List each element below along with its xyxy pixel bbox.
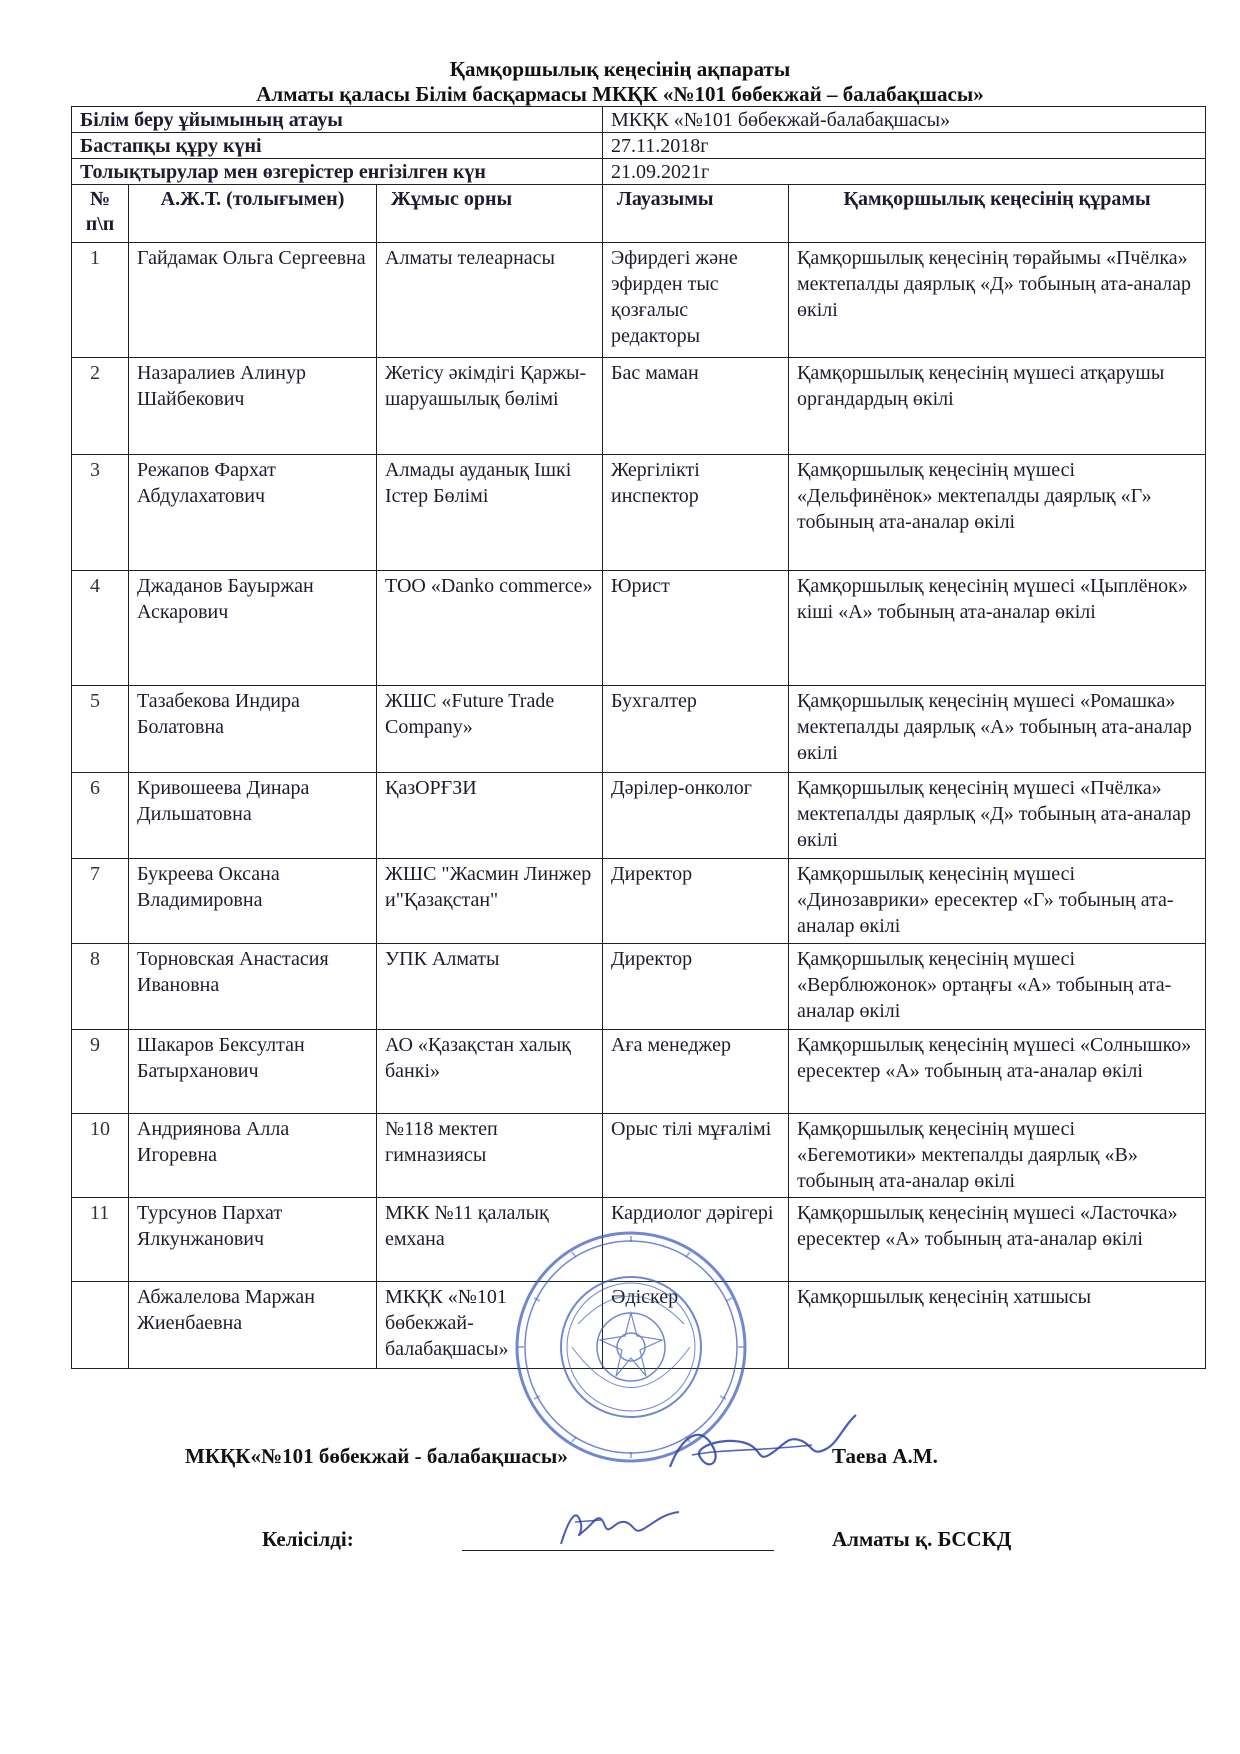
cell-name: Торновская Анастасия Ивановна — [129, 944, 377, 1030]
cell-workplace: Алматы телеарнасы — [377, 243, 603, 358]
cell-workplace: МКҚК «№101 бөбекжай-балабақшасы» — [377, 1282, 603, 1369]
cell-name: Кривошеева Динара Дильшатовна — [129, 773, 377, 859]
info-row-founded — [72, 133, 1206, 159]
cell-position: Кардиолог дәрігері — [603, 1198, 789, 1282]
agreed-label: Келісілді: — [262, 1527, 354, 1551]
cell-num: 5 — [72, 686, 129, 773]
cell-num: 2 — [72, 358, 129, 455]
cell-role: Қамқоршылық кеңесінің мүшесі атқарушы органдардың өкілі — [789, 358, 1206, 455]
document-subtitle: Алматы қаласы Білім басқармасы МКҚК «№101 бөбекжай – балабақшасы» — [256, 82, 984, 106]
col-header-num: № п\п — [72, 185, 129, 243]
cell-num: 9 — [72, 1030, 129, 1114]
cell-workplace: ЖШС «Future Trade Company» — [377, 686, 603, 773]
cell-position: Директор — [603, 944, 789, 1030]
cell-workplace: АО «Қазақстан халық банкі» — [377, 1030, 603, 1114]
cell-position: Эфирдегі және эфирден тыс қозғалыс редакторы — [603, 243, 789, 358]
table-row — [72, 686, 1206, 773]
table-row — [72, 243, 1206, 358]
cell-position: Әдіскер — [603, 1282, 789, 1369]
info-row-changes — [72, 159, 1206, 185]
cell-num — [72, 1282, 129, 1369]
cell-role: Қамқоршылық кеңесінің мүшесі «Пчёлка» мектепалды даярлық «Д» тобының ата-аналар өкілі — [789, 773, 1206, 859]
cell-workplace: №118 мектеп гимназиясы — [377, 1114, 603, 1198]
table-row — [72, 571, 1206, 686]
council-table — [71, 106, 1206, 1369]
cell-num: 6 — [72, 773, 129, 859]
info-label: Бастапқы құру күні — [72, 133, 603, 159]
cell-name: Тазабекова Индира Болатовна — [129, 686, 377, 773]
cell-num: 11 — [72, 1198, 129, 1282]
cell-position: Бухгалтер — [603, 686, 789, 773]
table-row — [72, 773, 1206, 859]
column-header-row — [72, 185, 1206, 243]
cell-role: Қамқоршылық кеңесінің мүшесі «Динозаврики» ересектер «Г» тобының ата-аналар өкілі — [789, 859, 1206, 944]
col-header-role: Қамқоршылық кеңесінің құрамы — [789, 185, 1206, 243]
cell-position: Аға менеджер — [603, 1030, 789, 1114]
signature-line — [462, 1550, 774, 1551]
col-header-workplace: Жұмыс орны — [377, 185, 603, 243]
cell-workplace: МКК №11 қалалық емхана — [377, 1198, 603, 1282]
cell-position: Бас маман — [603, 358, 789, 455]
table-row — [72, 358, 1206, 455]
cell-num: 10 — [72, 1114, 129, 1198]
footer-organization: МКҚК«№101 бөбекжай - балабақшасы» — [185, 1444, 568, 1468]
cell-role: Қамқоршылық кеңесінің мүшесі «Солнышко» ересектер «А» тобының ата-аналар өкілі — [789, 1030, 1206, 1114]
cell-workplace: ҚазОРҒЗИ — [377, 773, 603, 859]
cell-position: Директор — [603, 859, 789, 944]
cell-role: Қамқоршылық кеңесінің мүшесі «Цыплёнок» кіші «А» тобының ата-аналар өкілі — [789, 571, 1206, 686]
table-row — [72, 1030, 1206, 1114]
cell-name: Букреева Оксана Владимировна — [129, 859, 377, 944]
cell-name: Назаралиев Алинур Шайбекович — [129, 358, 377, 455]
cell-workplace: ТОО «Danko commerce» — [377, 571, 603, 686]
footer-director-name: Таева А.М. — [832, 1444, 938, 1468]
info-value: 27.11.2018г — [603, 133, 1206, 159]
col-header-position: Лауазымы — [603, 185, 789, 243]
cell-role: Қамқоршылық кеңесінің мүшесі «Ласточка» ересектер «А» тобының ата-аналар өкілі — [789, 1198, 1206, 1282]
cell-role: Қамқоршылық кеңесінің мүшесі «Дельфинёнок» мектепалды даярлық «Г» тобының ата-аналар өкілі — [789, 455, 1206, 571]
cell-workplace: ЖШС "Жасмин Линжери"Қазақстан" — [377, 859, 603, 944]
table-row — [72, 455, 1206, 571]
cell-position: Орыс тілі мұғалімі — [603, 1114, 789, 1198]
col-header-name: А.Ж.Т. (толығымен) — [129, 185, 377, 243]
cell-workplace: Алмады ауданық Ішкі Істер Бөлімі — [377, 455, 603, 571]
cell-name: Абжалелова Маржан Жиенбаевна — [129, 1282, 377, 1369]
info-value: МКҚК «№101 бөбекжай-балабақшасы» — [603, 107, 1206, 133]
agreed-by-authority: Алматы қ. БССКД — [832, 1527, 1012, 1551]
cell-num: 4 — [72, 571, 129, 686]
document-title: Қамқоршылық кеңесінің ақпараты — [449, 57, 791, 81]
cell-name: Андриянова Алла Игоревна — [129, 1114, 377, 1198]
agreement-signature — [555, 1500, 685, 1550]
info-row-org-name — [72, 107, 1206, 133]
cell-name: Гайдамак Ольга Сергеевна — [129, 243, 377, 358]
cell-num: 7 — [72, 859, 129, 944]
cell-name: Режапов Фархат Абдулахатович — [129, 455, 377, 571]
cell-position: Дәрілер-онколог — [603, 773, 789, 859]
cell-role: Қамқоршылық кеңесінің мүшесі «Бегемотики» мектепалды даярлық «В» тобының ата-аналар өкілі — [789, 1114, 1206, 1198]
cell-name: Джаданов Бауыржан Аскарович — [129, 571, 377, 686]
cell-num: 8 — [72, 944, 129, 1030]
director-signature — [662, 1405, 862, 1485]
table-row — [72, 944, 1206, 1030]
cell-name: Турсунов Пархат Ялкунжанович — [129, 1198, 377, 1282]
cell-position: Жергілікті инспектор — [603, 455, 789, 571]
cell-role: Қамқоршылық кеңесінің мүшесі «Верблюжонок» ортаңғы «А» тобының ата-аналар өкілі — [789, 944, 1206, 1030]
info-label: Білім беру ұйымының атауы — [72, 107, 603, 133]
cell-workplace: Жетісу әкімдігі Қаржы-шаруашылық бөлімі — [377, 358, 603, 455]
table-row — [72, 1114, 1206, 1198]
cell-num: 3 — [72, 455, 129, 571]
cell-workplace: УПК Алматы — [377, 944, 603, 1030]
cell-name: Шакаров Бексултан Батырханович — [129, 1030, 377, 1114]
cell-role: Қамқоршылық кеңесінің төрайымы «Пчёлка» мектепалды даярлық «Д» тобының ата-аналар өкілі — [789, 243, 1206, 358]
info-label: Толықтырулар мен өзгерістер енгізілген күн — [72, 159, 603, 185]
cell-role: Қамқоршылық кеңесінің хатшысы — [789, 1282, 1206, 1369]
info-value: 21.09.2021г — [603, 159, 1206, 185]
cell-num: 1 — [72, 243, 129, 358]
cell-position: Юрист — [603, 571, 789, 686]
table-row — [72, 859, 1206, 944]
cell-role: Қамқоршылық кеңесінің мүшесі «Ромашка» мектепалды даярлық «А» тобының ата-аналар өкілі — [789, 686, 1206, 773]
